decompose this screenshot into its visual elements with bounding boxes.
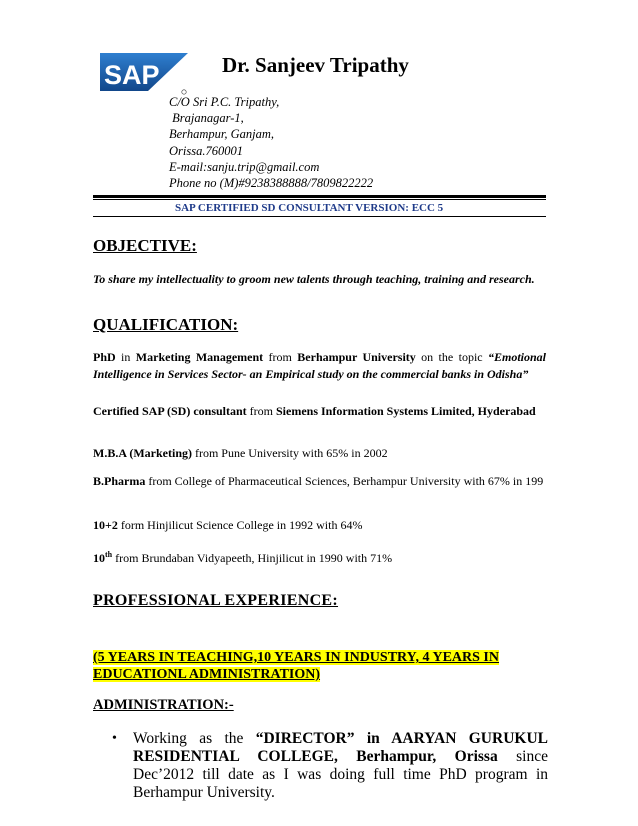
address-line: Orissa.760001 [169,143,243,158]
sap-from: from [246,404,276,418]
bpharma-rest: from College of Pharmaceutical Sciences, Berhampur University with 67% in 199 [145,474,544,488]
experience-summary-text: (5 YEARS IN TEACHING,10 YEARS IN INDUSTRY, 4 YEARS IN EDUCATIONL ADMINISTRATION) [93,650,499,682]
bpharma-title: B.Pharma [93,474,146,488]
qualification-bpharma [93,473,546,490]
qualification-heading: QUALIFICATION: [93,315,239,334]
experience-summary [93,649,548,683]
objective-heading: OBJECTIVE: [93,236,197,255]
candidate-name: Dr. Sanjeev Tripathy [222,53,409,77]
address-line: Brajanagar-1, [169,111,244,126]
tenth-sup: th [105,550,113,559]
phd-in: in [115,350,136,364]
sap-rest: , Hyderabad [471,404,536,418]
phd-field: Marketing Management [135,350,264,364]
qualification-sap [93,403,546,420]
sap-org: Siemens Information Systems Limited [276,404,472,418]
qualification-phd [93,349,546,383]
mba-title: M.B.A (Marketing) [93,446,192,460]
address-line: C/O Sri P.C. Tripathy, [169,95,280,109]
address-line: Berhampur, Ganjam, [169,127,274,142]
experience-heading: PROFESSIONAL EXPERIENCE: [93,592,339,609]
bullet-icon: • [112,731,117,746]
administration-heading: ADMINISTRATION:- [93,697,234,713]
objective-text: To share my intellectuality to groom new talents through teaching, training and research. [93,272,535,286]
admin-post: since Dec’2012 till date as I was doing full time PhD program in Berhampur University. [133,748,548,801]
plus2-rest: form Hinjilicut Science College in 1992 with 64% [117,518,363,532]
sap-logo [98,51,190,95]
phd-degree: PhD [93,350,116,364]
phd-topic-prefix: on the topic [415,350,488,364]
sap-title: Certified SAP (SD) consultant [93,404,247,418]
phd-topic: “Emotional Intelligence in Services Sector- an Empirical study on the commercial banks in Odisha” [93,350,547,381]
administration-list [112,730,548,802]
phone-line: Phone no (M)#9238388888/7809822222 [169,176,374,191]
divider-thick [93,195,546,198]
admin-role: “DIRECTOR” in AARYAN GURUKUL RESIDENTIAL COLLEGE, Berhampur, Orissa [133,730,548,765]
administration-item [133,730,548,802]
phd-from: from [263,350,298,364]
sap-logo-text: SAP [104,60,160,90]
contact-block [169,94,373,191]
certification-banner: SAP CERTIFIED SD CONSULTANT VERSION: ECC 5 [175,202,444,214]
tenth-title: 10 [93,551,105,565]
email-line: E-mail:sanju.trip@gmail.com [169,159,320,174]
qualification-tenth [93,546,546,567]
qualification-mba [93,445,546,462]
divider-bottom [93,216,546,217]
tenth-rest: from Brundaban Vidyapeeth, Hinjilicut in 1990 with 71% [112,551,393,565]
plus2-title: 10+2 [93,518,118,532]
mba-rest: from Pune University with 65% in 2002 [191,446,388,460]
admin-pre: Working as the [133,730,256,747]
divider-thin [93,199,546,200]
phd-university: Berhampur University [297,350,416,364]
qualification-plus2 [93,517,546,534]
